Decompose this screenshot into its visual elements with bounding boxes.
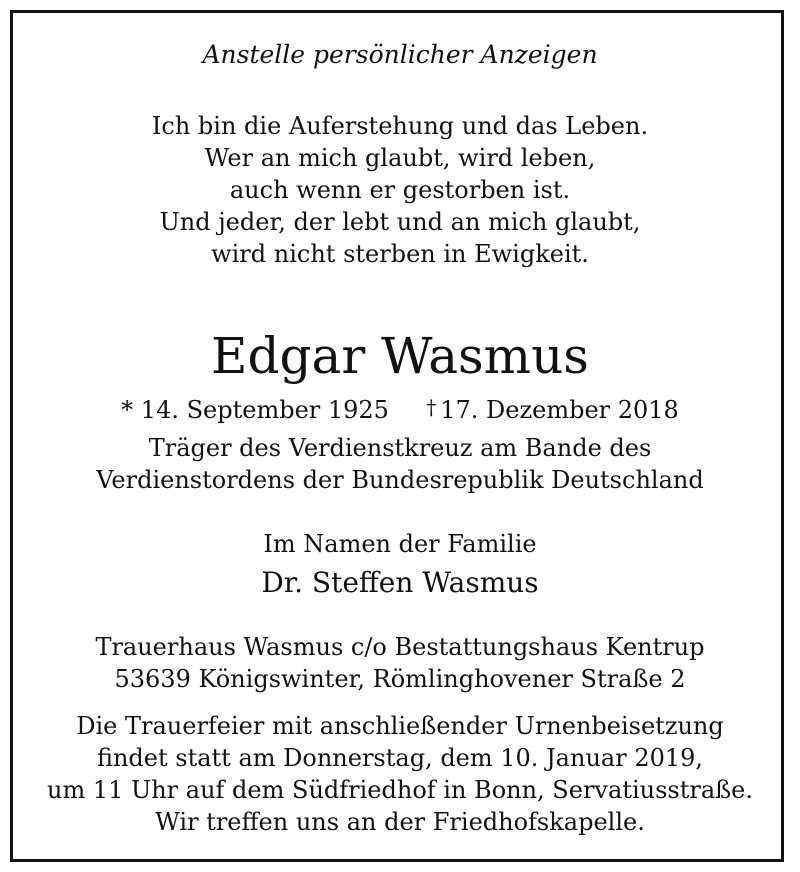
address-line: Trauerhaus Wasmus c/o Bestattungshaus Kentrup <box>95 633 705 661</box>
funeral-line: Die Trauerfeier mit anschließender Urnenbeisetzung <box>76 712 724 740</box>
honor-line: Träger des Verdienstkreuz am Bande des <box>148 434 652 462</box>
family-name: Dr. Steffen Wasmus <box>261 566 539 599</box>
death-symbol: † <box>426 395 437 419</box>
verse-line: Ich bin die Auferstehung und das Leben. <box>151 112 649 140</box>
funeral-line: um 11 Uhr auf dem Südfriedhof in Bonn, Servatiusstraße. <box>46 776 753 804</box>
intro-line: Anstelle persönlicher Anzeigen <box>202 40 598 69</box>
honor-line: Verdienstordens der Bundesrepublik Deutschland <box>96 466 704 494</box>
death-date: 17. Dezember 2018 <box>440 396 679 424</box>
birth-date: 14. September 1925 <box>140 396 389 424</box>
life-dates <box>0 393 800 428</box>
family-label: Im Namen der Familie <box>263 530 537 558</box>
verse-line: Wer an mich glaubt, wird leben, <box>204 144 596 172</box>
address-line: 53639 Königswinter, Römlinghovener Straße 2 <box>114 665 686 693</box>
birth-symbol: * <box>121 396 134 424</box>
funeral-line: Wir treffen uns an der Friedhofskapelle. <box>155 808 645 836</box>
funeral-line: findet statt am Donnerstag, dem 10. Januar 2019, <box>96 744 704 772</box>
verse-line: auch wenn er gestorben ist. <box>229 176 571 204</box>
verse-line: wird nicht sterben in Ewigkeit. <box>211 240 589 268</box>
verse-line: Und jeder, der lebt und an mich glaubt, <box>159 208 641 236</box>
deceased-name: Edgar Wasmus <box>211 327 589 385</box>
